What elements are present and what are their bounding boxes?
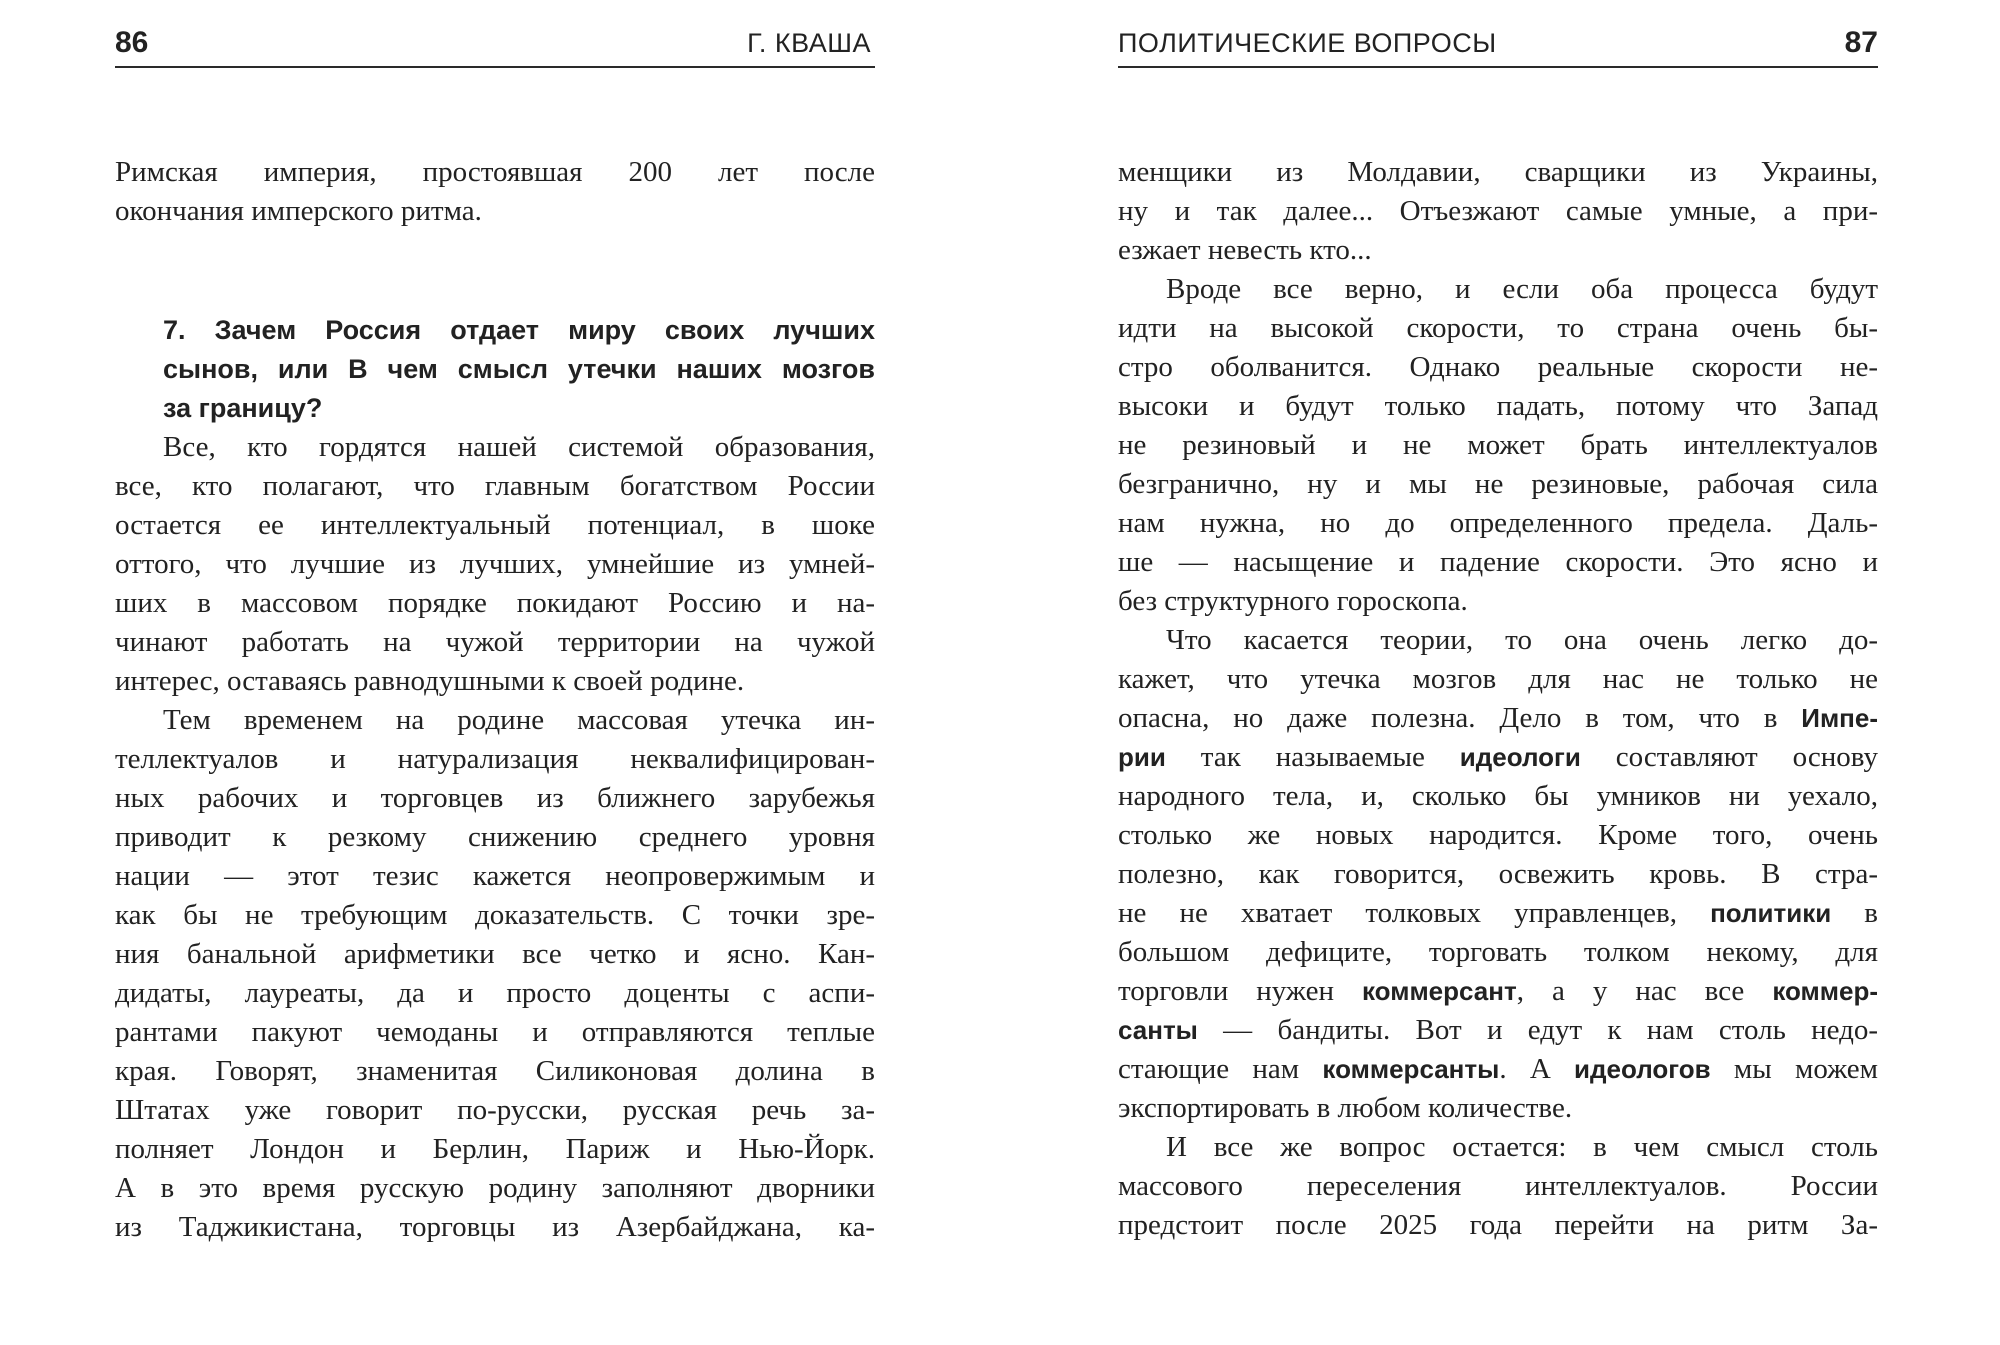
right-page-header [1118, 0, 1878, 68]
section-heading-line: за границу? [163, 393, 323, 423]
text-line: ших в массовом порядке покидают Россию и на- [115, 587, 875, 619]
text-line: идти на высокой скорости, то страна очень бы- [1118, 312, 1878, 344]
running-title: ПОЛИТИЧЕСКИЕ ВОПРОСЫ [1118, 28, 1497, 58]
text-line: приводит к резкому снижению среднего уровня [115, 821, 875, 853]
text-line: Вроде все верно, и если оба процесса будут [1166, 273, 1878, 305]
text-line: народного тела, и, сколько бы умников ни уехало, [1118, 780, 1878, 812]
text-run: опасна, но даже полезна. Дело в том, что в [1118, 702, 1802, 734]
left-page [115, 0, 875, 1243]
text-line [1118, 1050, 1878, 1088]
text-line: езжает невесть кто... [1118, 234, 1372, 266]
text-run: . А [1499, 1053, 1575, 1085]
running-title: Г. КВАША [747, 28, 871, 58]
text-line: ну и так далее... Отъезжают самые умные, а при- [1118, 195, 1878, 227]
text-run: мы можем [1710, 1053, 1878, 1085]
text-line: края. Говорят, знаменитая Силиконовая долина в [115, 1055, 875, 1087]
emphasis-term: коммер- [1772, 976, 1878, 1006]
text-run: не не хватает толковых управленцев, [1118, 897, 1711, 929]
text-line: ния банальной арифметики все четко и ясно. Кан- [115, 938, 875, 970]
text-line: без структурного гороскопа. [1118, 585, 1468, 617]
text-line: рантами пакуют чемоданы и отправляются теплые [115, 1016, 875, 1048]
text-run: , а у нас все [1516, 975, 1773, 1007]
page-number: 87 [1844, 26, 1878, 59]
text-line: оттого, что лучшие из лучших, умнейшие из умней- [115, 548, 875, 580]
text-line: не резиновый и не может брать интеллектуалов [1118, 429, 1878, 461]
emphasis-term: политики [1710, 898, 1832, 928]
text-line: теллектуалов и натурализация неквалифицирован- [115, 743, 875, 775]
section-heading-line: 7. Зачем Россия отдает миру своих лучших [163, 315, 875, 345]
text-line: Все, кто гордятся нашей системой образования, [163, 431, 875, 463]
right-page [1118, 0, 1878, 1241]
text-line: все, кто полагают, что главным богатством России [115, 470, 875, 502]
text-line: остается ее интеллектуальный потенциал, в шоке [115, 509, 875, 541]
text-line [1118, 1011, 1878, 1049]
text-line: как бы не требующим доказательств. С точки зре- [115, 899, 875, 931]
text-line: Штатах уже говорит по-русски, русская речь за- [115, 1094, 875, 1126]
text-run: торговли нужен [1118, 975, 1362, 1007]
section-heading-line: сынов, или В чем смысл утечки наших мозгов [163, 354, 875, 384]
text-line: полняет Лондон и Берлин, Париж и Нью-Йорк. [115, 1133, 875, 1165]
text-line: нам нужна, но до определенного предела. Даль- [1118, 507, 1878, 539]
text-line: А в это время русскую родину заполняют дворники [115, 1172, 875, 1204]
text-line: предстоит после 2025 года перейти на ритм За- [1118, 1209, 1878, 1241]
text-run: — бандиты. Вот и едут к нам столь недо- [1197, 1014, 1878, 1046]
text-run: так называемые [1165, 741, 1460, 773]
text-line: менщики из Молдавии, сварщики из Украины, [1118, 156, 1878, 188]
text-run: стающие нам [1118, 1053, 1323, 1085]
text-line: интерес, оставаясь равнодушными к своей родине. [115, 665, 745, 697]
text-line [1118, 894, 1878, 932]
text-line: безгранично, ну и мы не резиновые, рабочая сила [1118, 468, 1878, 500]
text-line: Тем временем на родине массовая утечка ин- [163, 704, 875, 736]
text-line: ше — насыщение и падение скорости. Это ясно и [1118, 546, 1878, 578]
text-line: столько же новых народится. Кроме того, очень [1118, 819, 1878, 851]
text-line [1118, 699, 1878, 737]
text-run: в [1831, 897, 1878, 929]
text-line: кажет, что утечка мозгов для нас не только не [1118, 663, 1878, 695]
left-page-header [115, 0, 875, 68]
text-line: из Таджикистана, торговцы из Азербайджана, ка- [115, 1211, 875, 1243]
text-line: окончания имперского ритма. [115, 195, 482, 227]
emphasis-term: идеологи [1459, 742, 1581, 772]
text-line [1118, 972, 1878, 1010]
emphasis-term: идеологов [1574, 1054, 1711, 1084]
text-line: чинают работать на чужой территории на чужой [115, 626, 875, 658]
page-number: 86 [115, 26, 149, 59]
text-line: высоки и будут только падать, потому что Запад [1118, 390, 1878, 422]
text-line: экспортировать в любом количестве. [1118, 1092, 1573, 1124]
emphasis-term: коммерсант [1362, 976, 1517, 1006]
emphasis-term: рии [1118, 742, 1166, 772]
text-line: полезно, как говорится, освежить кровь. В стра- [1118, 858, 1878, 890]
text-line: большом дефиците, торговать толком некому, для [1118, 936, 1878, 968]
text-line: стро оболванится. Однако реальные скорости не- [1118, 351, 1878, 383]
text-line: ных рабочих и торговцев из ближнего зарубежья [115, 782, 875, 814]
text-run: составляют основу [1580, 741, 1878, 773]
text-line: И все же вопрос остается: в чем смысл столь [1166, 1131, 1878, 1163]
emphasis-term: санты [1118, 1015, 1198, 1045]
text-line [1118, 738, 1878, 776]
text-line: Римская империя, простоявшая 200 лет после [115, 156, 875, 188]
emphasis-term: коммерсанты [1322, 1054, 1500, 1084]
text-line: дидаты, лауреаты, да и просто доценты с аспи- [115, 977, 875, 1009]
emphasis-term: Импе- [1801, 703, 1878, 733]
text-line: Что касается теории, то она очень легко до- [1166, 624, 1878, 656]
text-line: массового переселения интеллектуалов. России [1118, 1170, 1878, 1202]
text-line: нации — этот тезис кажется неопровержимым и [115, 860, 875, 892]
